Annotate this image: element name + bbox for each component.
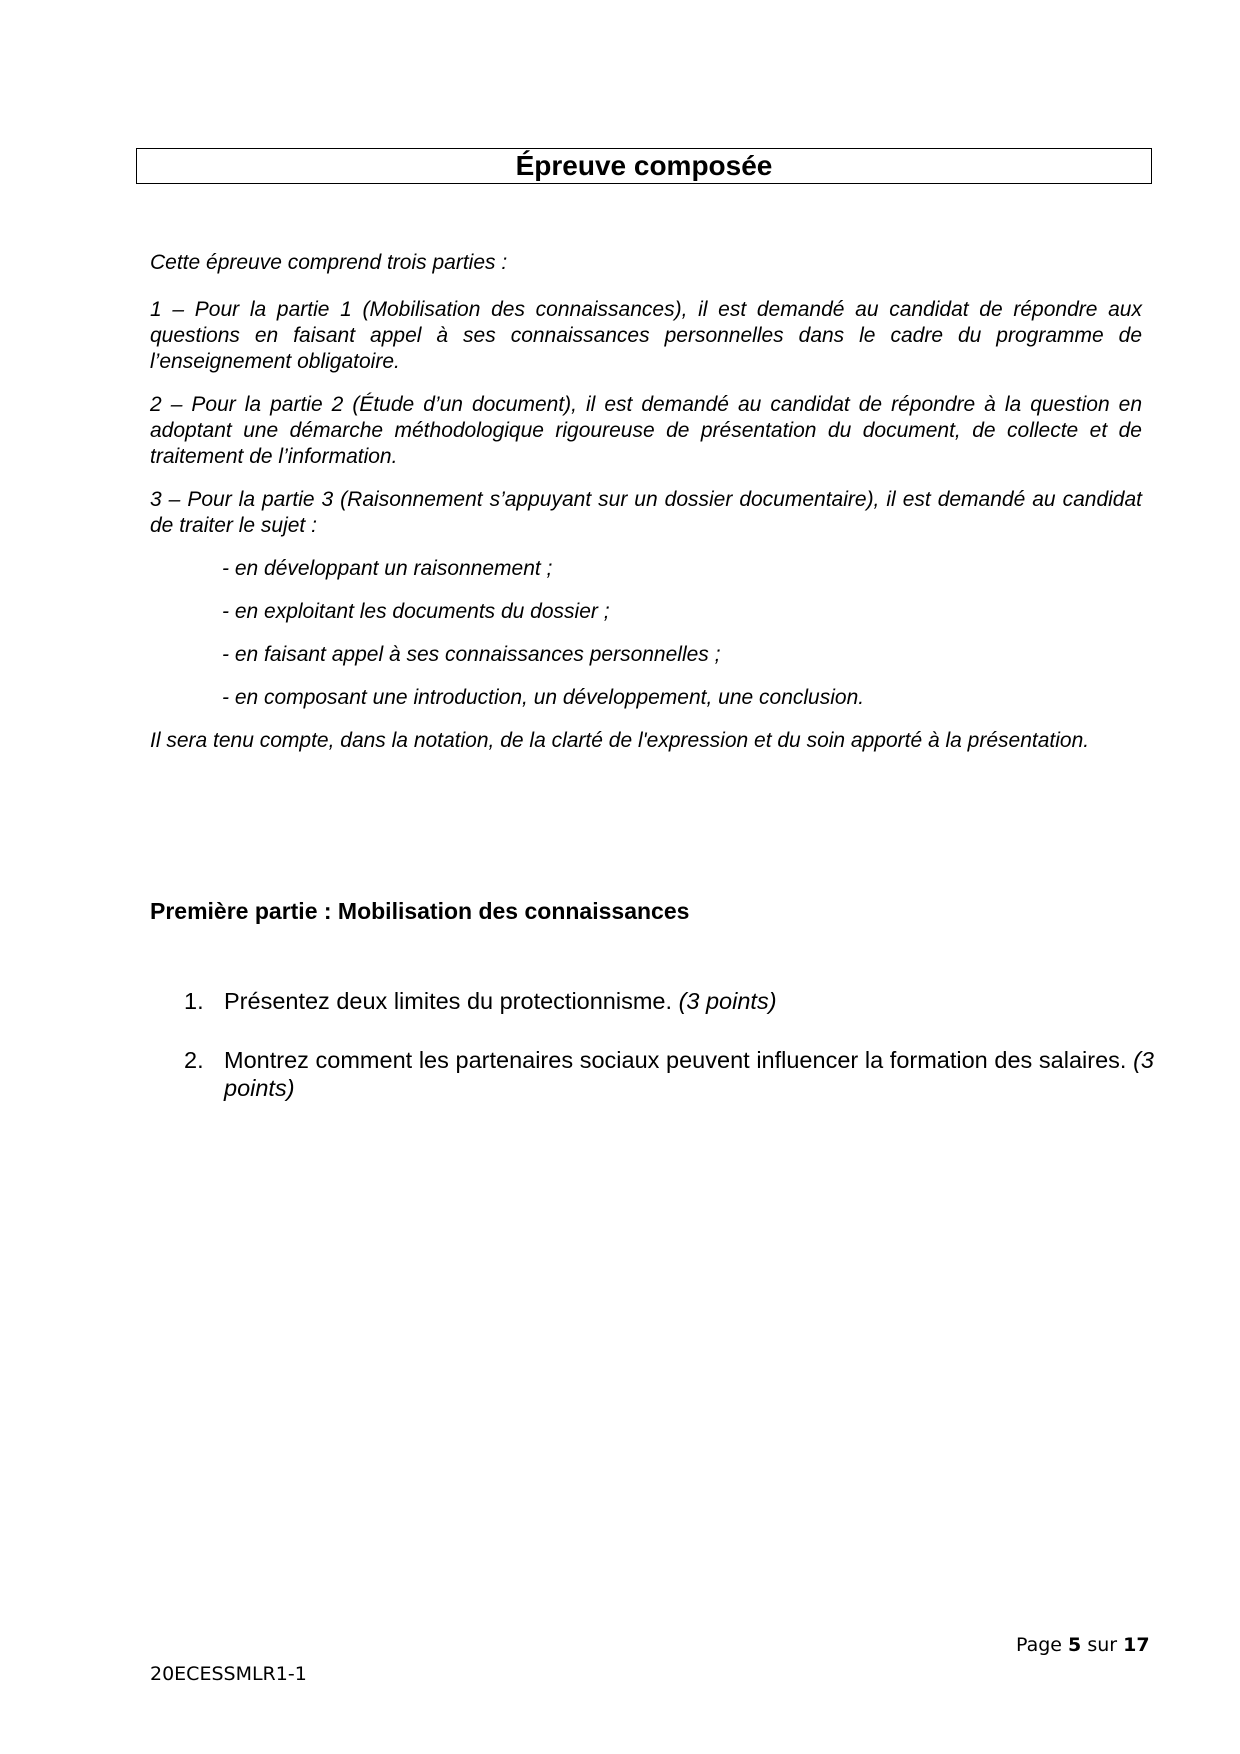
question-list	[150, 987, 1154, 1133]
question-item	[150, 1046, 1154, 1102]
question-text: Montrez comment les partenaires sociaux peuvent influencer la formation des salaires.	[224, 1047, 1134, 1073]
question-text: Présentez deux limites du protectionnisme.	[224, 988, 679, 1014]
section-heading: Première partie : Mobilisation des connaissances	[150, 898, 690, 924]
question-number: 1.	[184, 988, 204, 1014]
instructions-bullet: - en composant une introduction, un développement, une conclusion.	[222, 686, 865, 709]
instructions-part-2: 2 – Pour la partie 2 (Étude d’un document), il est demandé au candidat de répondre à la question en adoptant une démarche méthodologique rigoureuse de présentation du document, de collecte et de traitement de l’information.	[150, 393, 1142, 468]
page-total: 17	[1123, 1634, 1150, 1656]
instructions-bullet: - en exploitant les documents du dossier ;	[222, 600, 610, 623]
instructions-block	[150, 250, 1142, 754]
page-current: 5	[1068, 1634, 1082, 1656]
instructions-bullet: - en développant un raisonnement ;	[222, 557, 553, 580]
instructions-part-3: 3 – Pour la partie 3 (Raisonnement s’appuyant sur un dossier documentaire), il est demandé au candidat de traiter le sujet :	[150, 488, 1142, 537]
page-number	[1016, 1633, 1150, 1657]
question-number: 2.	[184, 1047, 204, 1073]
instructions-lead: Cette épreuve comprend trois parties :	[150, 251, 508, 274]
question-item	[150, 987, 1154, 1015]
question-points: (3 points)	[678, 988, 777, 1014]
page-prefix: Page	[1016, 1634, 1069, 1656]
page-title: Épreuve composée	[136, 148, 1152, 184]
question-points: (3 points)	[224, 1047, 1154, 1101]
page-separator: sur	[1081, 1634, 1124, 1656]
document-code: 20ECESSMLR1-1	[150, 1663, 307, 1685]
instructions-note: Il sera tenu compte, dans la notation, de la clarté de l'expression et du soin apporté à la présentation.	[150, 729, 1090, 752]
instructions-bullet: - en faisant appel à ses connaissances personnelles ;	[222, 643, 721, 666]
instructions-part-1: 1 – Pour la partie 1 (Mobilisation des connaissances), il est demandé au candidat de répondre aux questions en faisant appel à ses connaissances personnelles dans le cadre du programme de l’enseignement obligatoire.	[150, 298, 1142, 373]
